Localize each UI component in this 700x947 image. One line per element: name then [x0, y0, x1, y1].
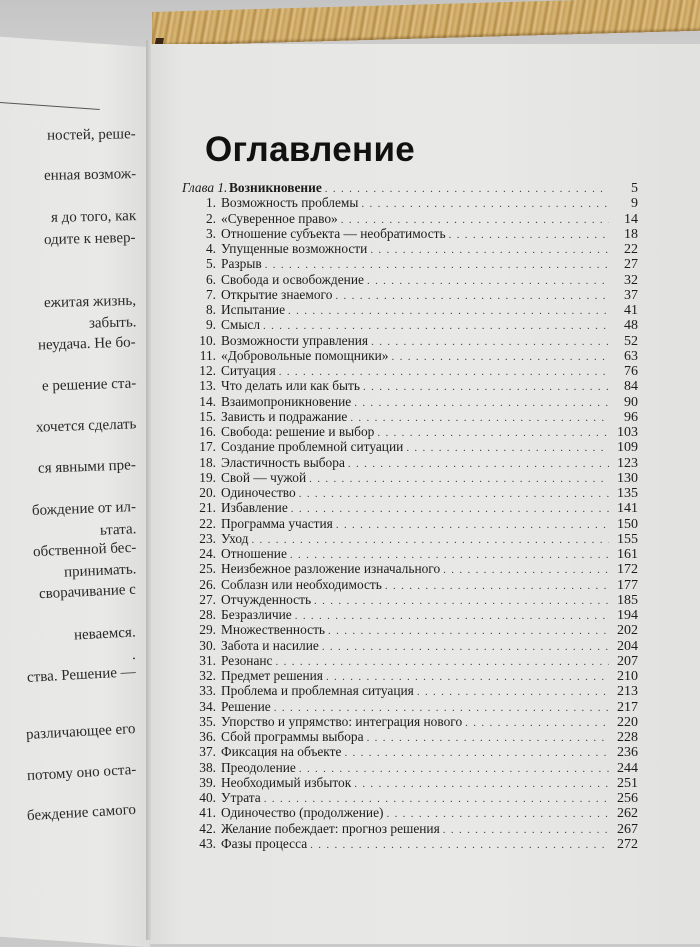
entry-title: Упорство и упрямство: интеграция нового: [221, 713, 463, 729]
toc-entry: [182, 302, 638, 317]
dot-leader: [417, 685, 609, 700]
entry-number: 43.: [199, 835, 216, 851]
toc-entry: [182, 546, 638, 561]
entry-number: 16.: [199, 424, 216, 439]
entry-number: 15.: [199, 408, 216, 424]
entry-title: Желание побеждает: прогноз решения: [221, 820, 440, 836]
dot-leader: [392, 350, 609, 365]
dot-leader: [406, 441, 609, 456]
left-page-line: бождение от ил-: [31, 499, 137, 519]
dot-leader: [350, 411, 609, 426]
page-number: 194: [617, 608, 638, 623]
entry-title: «Добровольные помощники»: [221, 347, 389, 363]
entry-number: 4.: [205, 241, 216, 256]
dot-leader: [295, 609, 609, 624]
toc-entry: [182, 668, 638, 683]
toc-entry: [182, 287, 638, 302]
page-number: 236: [617, 745, 638, 761]
entry-number: 13.: [199, 378, 216, 394]
entry-title: Неизбежное разложение изначального: [221, 561, 441, 577]
entry-title: Открытие знаемого: [221, 286, 333, 302]
page-number: 202: [617, 623, 638, 639]
dot-leader: [288, 304, 609, 319]
toc-entry: [182, 744, 638, 759]
page-number: 109: [617, 440, 638, 456]
page-number: 161: [617, 547, 638, 562]
page-number: 76: [624, 364, 638, 379]
dot-leader: [465, 716, 609, 731]
page-number: 272: [617, 836, 638, 852]
dot-leader: [370, 243, 609, 258]
dot-leader: [377, 426, 609, 441]
left-page-line: енная возмож-: [43, 166, 137, 184]
left-page-line: е решение ста-: [41, 375, 137, 395]
chapter-heading: [182, 180, 638, 195]
toc-entry: [182, 699, 638, 714]
entry-number: 20.: [199, 485, 216, 500]
dot-leader: [344, 746, 609, 761]
toc-entry: [182, 683, 638, 698]
entry-number: 22.: [199, 515, 216, 531]
page-number: 172: [617, 562, 638, 578]
entry-title: Одиночество (продолжение): [221, 805, 384, 821]
page-number: 141: [617, 501, 638, 517]
dot-leader: [309, 472, 609, 487]
entry-number: 40.: [199, 790, 216, 805]
page-number: 135: [617, 486, 638, 501]
page-number: 48: [624, 318, 638, 334]
left-page-line: я до того, как: [50, 208, 137, 226]
toc-entry: [182, 409, 638, 424]
toc-entry: [182, 470, 638, 485]
dot-leader: [367, 731, 609, 746]
page-number: 244: [617, 760, 638, 776]
left-page-line: забыть.: [88, 314, 137, 332]
page-number: 256: [617, 791, 638, 806]
left-page-line: ностей, реше-: [47, 126, 137, 144]
entry-title: Возможность проблемы: [221, 195, 359, 211]
page-number: 18: [624, 226, 638, 242]
left-page-line: ся явными пре-: [37, 457, 137, 477]
entry-title: Зависть и подражание: [221, 408, 348, 424]
toc-entry: [182, 607, 638, 622]
entry-number: 25.: [199, 561, 216, 577]
toc-entry: [182, 821, 638, 836]
page-number: 213: [617, 684, 638, 700]
entry-number: 36.: [199, 729, 216, 744]
entry-title: Безразличие: [221, 607, 292, 622]
entry-title: Фиксация на объекте: [221, 744, 342, 760]
page-number: 41: [624, 303, 638, 318]
entry-number: 14.: [199, 393, 216, 409]
page-number: 27: [624, 257, 638, 273]
chapter-title: Возникновение: [229, 180, 322, 195]
entry-title: Создание проблемной ситуации: [221, 439, 404, 455]
toc-entry: [182, 333, 638, 348]
entry-number: 26.: [199, 576, 216, 592]
entry-title: Программа участия: [221, 515, 333, 531]
toc-entry: [182, 195, 638, 210]
entry-title: Взаимопроникновение: [221, 393, 352, 409]
page-number: 90: [624, 394, 638, 410]
left-page-line: различающее его: [26, 720, 137, 744]
entry-title: Соблазн или необходимость: [221, 576, 382, 592]
page-number: 32: [624, 272, 638, 288]
toc-entry: [182, 211, 638, 226]
toc-entry: [182, 500, 638, 515]
toc-entry: [182, 622, 638, 637]
left-page-line: беждение самого: [26, 801, 137, 825]
entry-title: Эластичность выбора: [221, 454, 345, 470]
toc-entry: [182, 455, 638, 470]
toc-entry: [182, 577, 638, 592]
page-number: 103: [617, 425, 638, 440]
entry-title: Разрыв: [221, 256, 262, 272]
entry-number: 24.: [199, 546, 216, 561]
dot-leader: [251, 533, 609, 548]
dot-leader: [291, 502, 609, 517]
dot-leader: [363, 380, 609, 395]
page-number: 22: [624, 242, 638, 257]
toc-entry: [182, 729, 638, 744]
page-title: Оглавление: [205, 130, 416, 169]
entry-title: Уход: [221, 530, 249, 546]
entry-number: 42.: [199, 820, 216, 836]
dot-leader: [299, 487, 609, 502]
entry-number: 3.: [205, 225, 216, 241]
entry-number: 1.: [205, 195, 216, 211]
toc-entry: [182, 836, 638, 851]
entry-title: Проблема и проблемная ситуация: [221, 683, 414, 699]
toc-entry: [182, 439, 638, 454]
entry-title: Что делать или как быть: [221, 378, 360, 394]
left-page-line: неудача. Не бо-: [38, 334, 137, 354]
entry-number: 11.: [199, 347, 216, 363]
entry-title: Свой — чужой: [221, 469, 307, 485]
page-number: 84: [624, 379, 638, 395]
page-number: 185: [617, 592, 638, 608]
dot-leader: [322, 640, 609, 655]
dot-leader: [361, 197, 609, 212]
entry-title: Отношение: [221, 546, 287, 561]
entry-number: 32.: [199, 668, 216, 683]
entry-number: 8.: [205, 302, 216, 317]
toc-entry: [182, 378, 638, 393]
left-page-line: одите к невер-: [44, 229, 137, 249]
entry-title: Забота и насилие: [221, 637, 319, 653]
chapter-label: Глава 1.: [182, 180, 228, 195]
entry-title: Решение: [221, 698, 271, 714]
left-page-line: обственной бес-: [32, 539, 137, 561]
entry-title: Отчужденность: [221, 591, 312, 607]
entry-number: 10.: [199, 332, 216, 348]
toc-entry: [182, 516, 638, 531]
page-number: 155: [617, 531, 638, 547]
page-number: 210: [617, 669, 638, 684]
book-gutter: [146, 40, 151, 940]
entry-number: 19.: [199, 469, 216, 485]
dot-leader: [335, 289, 609, 304]
page-number: 96: [624, 409, 638, 425]
entry-title: Преодоление: [221, 759, 296, 775]
toc-entry: [182, 256, 638, 271]
toc-entry: [182, 714, 638, 729]
entry-title: Ситуация: [221, 363, 276, 378]
toc-entry: [182, 241, 638, 256]
toc-entry: [182, 317, 638, 332]
page-number: 217: [617, 699, 638, 715]
dot-leader: [385, 579, 609, 594]
entry-number: 7.: [205, 286, 216, 302]
toc-entry: [182, 592, 638, 607]
toc-entry: [182, 226, 638, 241]
page-number: 150: [617, 516, 638, 532]
dot-leader: [325, 182, 609, 197]
left-page-line: .: [131, 646, 137, 664]
entry-number: 38.: [199, 759, 216, 775]
entry-number: 39.: [199, 774, 216, 790]
page-number: 220: [617, 714, 638, 730]
entry-number: 21.: [199, 500, 216, 516]
page-number: 177: [617, 577, 638, 593]
entry-number: 6.: [205, 271, 216, 287]
entry-number: 33.: [199, 683, 216, 699]
dot-leader: [443, 823, 609, 838]
toc-entry: [182, 653, 638, 668]
entry-title: Свобода и освобождение: [221, 271, 364, 287]
entry-number: 31.: [199, 652, 216, 668]
toc-entry: [182, 531, 638, 546]
entry-title: Избавление: [221, 500, 288, 516]
entry-title: Фазы процесса: [221, 835, 308, 851]
toc-entry: [182, 775, 638, 790]
entry-number: 17.: [199, 439, 216, 455]
entry-number: 29.: [199, 622, 216, 638]
entry-title: Отношение субъекта — необратимость: [221, 225, 446, 241]
entry-title: Резонанс: [221, 652, 273, 668]
left-page-line: ежитая жизнь,: [43, 292, 137, 312]
entry-title: Предмет решения: [221, 668, 323, 683]
entry-title: Свобода: решение и выбор: [221, 424, 375, 439]
page-number: 228: [617, 730, 638, 745]
toc-entry: [182, 424, 638, 439]
toc-entry: [182, 348, 638, 363]
dot-leader: [449, 228, 609, 243]
entry-number: 12.: [199, 363, 216, 378]
entry-title: Необходимый избыток: [221, 774, 352, 790]
dot-leader: [371, 335, 609, 350]
dot-leader: [348, 457, 609, 472]
entry-title: Испытание: [221, 302, 286, 317]
page-number: 9: [631, 196, 638, 212]
entry-title: «Суверенное право»: [221, 210, 338, 226]
left-page-line: ьтата.: [99, 521, 137, 539]
left-page-line: неваемся.: [73, 624, 137, 644]
entry-number: 18.: [199, 454, 216, 470]
entry-number: 9.: [205, 317, 216, 333]
page-number: 130: [617, 470, 638, 486]
toc-entry: [182, 638, 638, 653]
entry-number: 27.: [199, 591, 216, 607]
page-number: 14: [624, 211, 638, 227]
toc-entry: [182, 363, 638, 378]
dot-leader: [336, 518, 609, 533]
page-number: 262: [617, 806, 638, 822]
toc-entry: [182, 485, 638, 500]
entry-title: Смысл: [221, 317, 261, 333]
dot-leader: [354, 396, 609, 411]
left-page-line: сворачивание с: [38, 581, 137, 603]
toc-entry: [182, 805, 638, 820]
entry-number: 5.: [205, 256, 216, 272]
entry-number: 37.: [199, 744, 216, 760]
entry-number: 34.: [199, 698, 216, 714]
page-number: 63: [624, 348, 638, 364]
page-number: 5: [631, 181, 638, 196]
dot-leader: [328, 624, 609, 639]
entry-number: 28.: [199, 607, 216, 622]
left-page-line: ства. Решение —: [26, 664, 137, 686]
left-page-line: потому оно оста-: [26, 761, 137, 785]
entry-title: Одиночество: [221, 485, 296, 500]
toc-entry: [182, 760, 638, 775]
toc-entry: [182, 561, 638, 576]
toc-entry: [182, 394, 638, 409]
dot-leader: [443, 563, 609, 578]
dot-leader: [367, 274, 609, 289]
entry-number: 30.: [199, 637, 216, 653]
entry-title: Утрата: [221, 790, 261, 805]
page-number: 204: [617, 638, 638, 654]
page-number: 123: [617, 455, 638, 471]
entry-number: 41.: [199, 805, 216, 821]
table-of-contents: [182, 180, 638, 851]
dot-leader: [310, 838, 609, 853]
entry-title: Множественность: [221, 622, 326, 638]
entry-number: 2.: [205, 210, 216, 226]
page-number: 267: [617, 821, 638, 837]
entry-number: 35.: [199, 713, 216, 729]
entry-title: Сбой программы выбора: [221, 729, 364, 744]
page-number: 37: [624, 287, 638, 303]
page-number: 207: [617, 653, 638, 669]
dot-leader: [276, 655, 609, 670]
page-number: 251: [617, 775, 638, 791]
left-page-line: хочется сделать: [35, 416, 137, 436]
entry-title: Упущенные возможности: [221, 241, 368, 256]
entry-number: 23.: [199, 530, 216, 546]
dot-leader: [354, 777, 609, 792]
toc-entry: [182, 790, 638, 805]
toc-entry: [182, 272, 638, 287]
dot-leader: [314, 594, 609, 609]
entry-title: Возможности управления: [221, 332, 369, 348]
page-number: 52: [624, 333, 638, 349]
left-page-line: принимать.: [63, 561, 137, 581]
